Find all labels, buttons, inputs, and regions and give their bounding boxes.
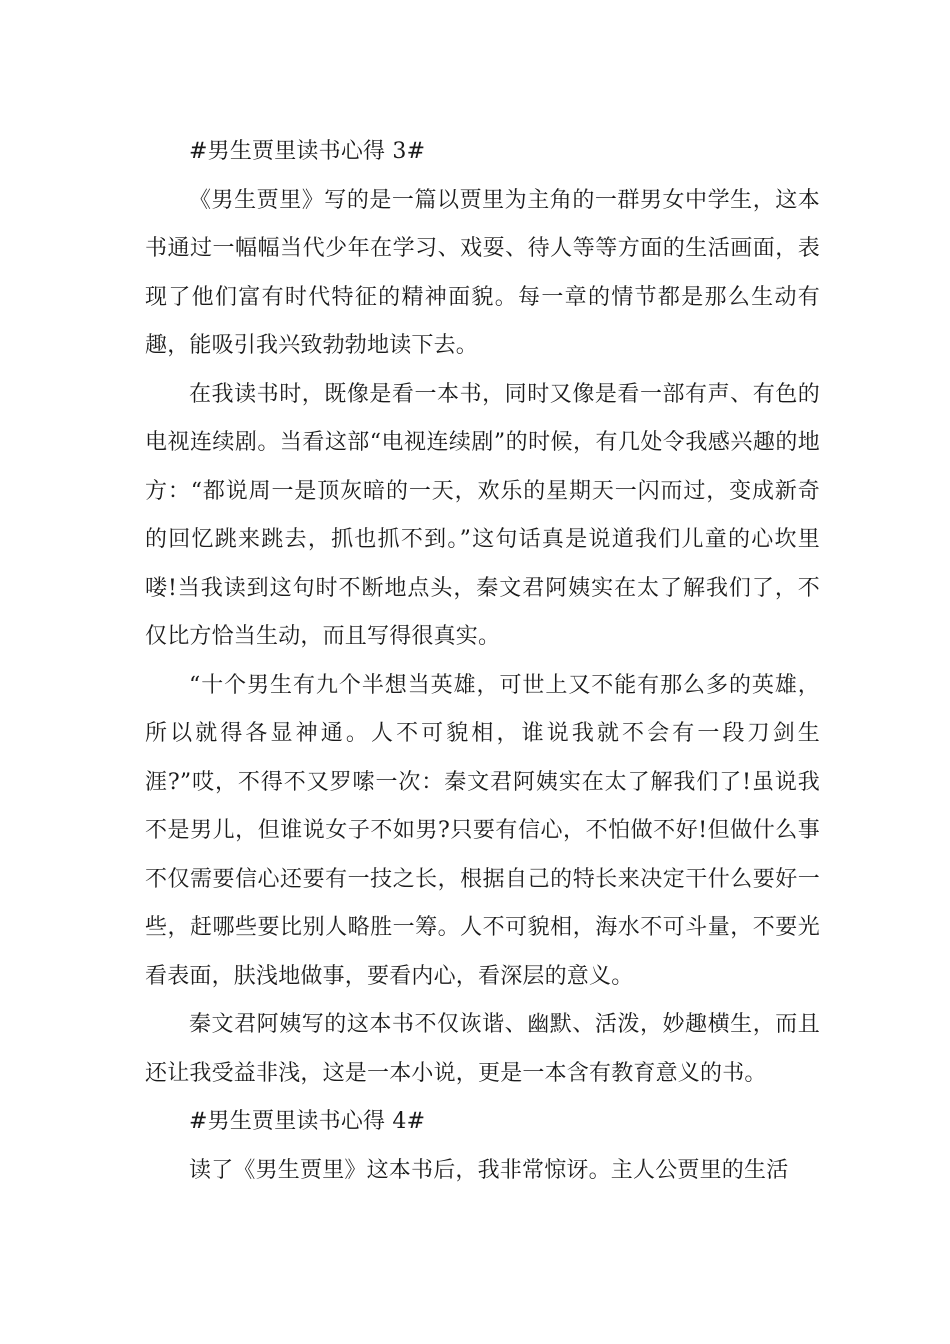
section-heading-4: #男生贾里读书心得 4# [189, 1109, 426, 1134]
paragraph: “十个男生有九个半想当英雄，可世上又不能有那么多的英雄，所以就得各显神通。人不可貌相，谁说我就不会有一段刀剑生涯?”哎，不得不又罗嗦一次：秦文君阿姨实在太了解我们了!虽说我不是男儿，但谁说女子不如男?只要有信心，不怕做不好!但做什么事不仅需要信心还要有一技之长，根据自己的特长来决定干什么要好一些，赶哪些要比别人略胜一筹。人不可貌相，海水不可斗量，不要光看表面，肤浅地做事，要看内心，看深层的意义。 [145, 672, 820, 989]
section-heading-3: #男生贾里读书心得 3# [189, 139, 426, 164]
document-body [145, 128, 820, 1195]
paragraph: 读了《男生贾里》这本书后，我非常惊讶。主人公贾里的生活 [189, 1157, 789, 1183]
paragraph: 《男生贾里》写的是一篇以贾里为主角的一群男女中学生，这本书通过一幅幅当代少年在学习、戏耍、待人等等方面的生活画面，表现了他们富有时代特征的精神面貌。每一章的情节都是那么生动有趣，能吸引我兴致勃勃地读下去。 [145, 187, 820, 358]
paragraph: 秦文君阿姨写的这本书不仅诙谐、幽默、活泼，妙趣横生，而且还让我受益非浅，这是一本小说，更是一本含有教育意义的书。 [145, 1012, 820, 1086]
paragraph: 在我读书时，既像是看一本书，同时又像是看一部有声、有色的电视连续剧。当看这部“电视连续剧”的时候，有几处令我感兴趣的地方：“都说周一是顶灰暗的一天，欢乐的星期天一闪而过，变成新奇的回忆跳来跳去，抓也抓不到。”这句话真是说道我们儿童的心坎里喽!当我读到这句时不断地点头，秦文君阿姨实在太了解我们了，不仅比方恰当生动，而且写得很真实。 [145, 381, 820, 649]
